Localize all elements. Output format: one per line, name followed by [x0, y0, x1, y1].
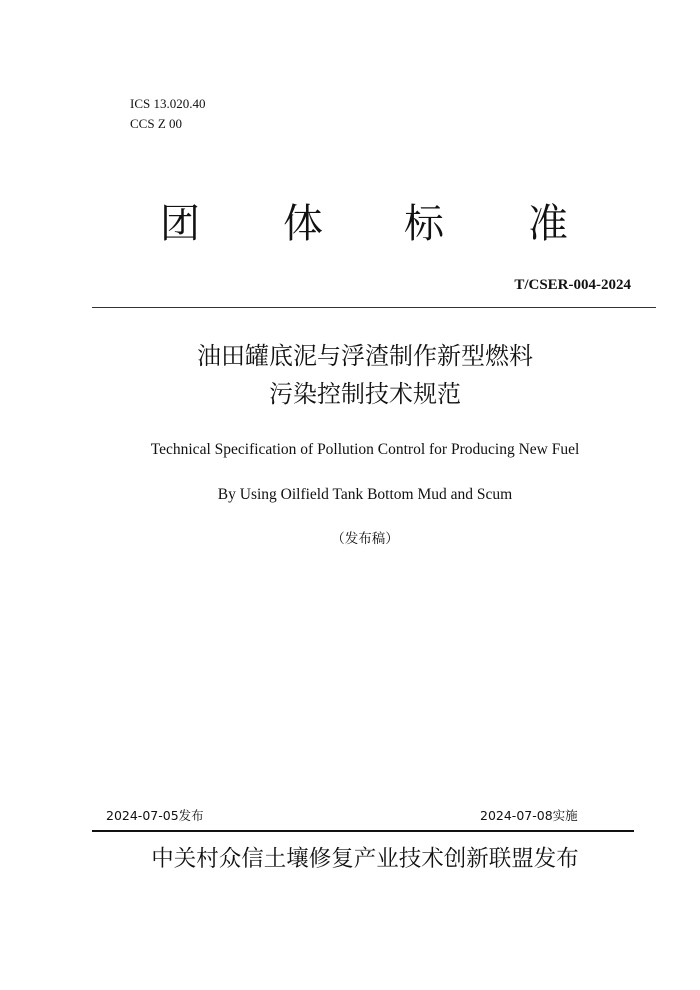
chinese-title-line-1: 油田罐底泥与浮渣制作新型燃料: [197, 342, 533, 370]
draft-status: （发布稿）: [331, 531, 399, 547]
standard-type-char: 准: [528, 201, 568, 247]
standard-type-char: 标: [404, 201, 444, 247]
standard-type-char: 体: [283, 201, 323, 247]
publisher: 中关村众信土壤修复产业技术创新联盟发布: [151, 846, 579, 872]
date-row: [0, 806, 700, 826]
classification-codes: [130, 94, 205, 134]
publish-date: 2024-07-05发布: [106, 808, 204, 823]
implementation-date: 2024-07-08实施: [480, 808, 578, 823]
ics-code: ICS 13.020.40: [130, 96, 206, 111]
chinese-title-line-2: 污染控制技术规范: [269, 380, 461, 408]
standard-type-heading: [0, 196, 700, 252]
standard-number: T/CSER-004-2024: [514, 277, 631, 293]
ccs-code: CCS Z 00: [130, 116, 183, 131]
english-title-line-1: Technical Specification of Pollution Control for Producing New Fuel: [150, 441, 580, 458]
standard-type-char: 团: [160, 201, 200, 247]
top-divider: [92, 307, 656, 308]
english-title-line-2: By Using Oilfield Tank Bottom Mud and Scum: [217, 486, 513, 503]
bottom-divider: [92, 830, 634, 832]
chinese-title: [0, 337, 700, 413]
